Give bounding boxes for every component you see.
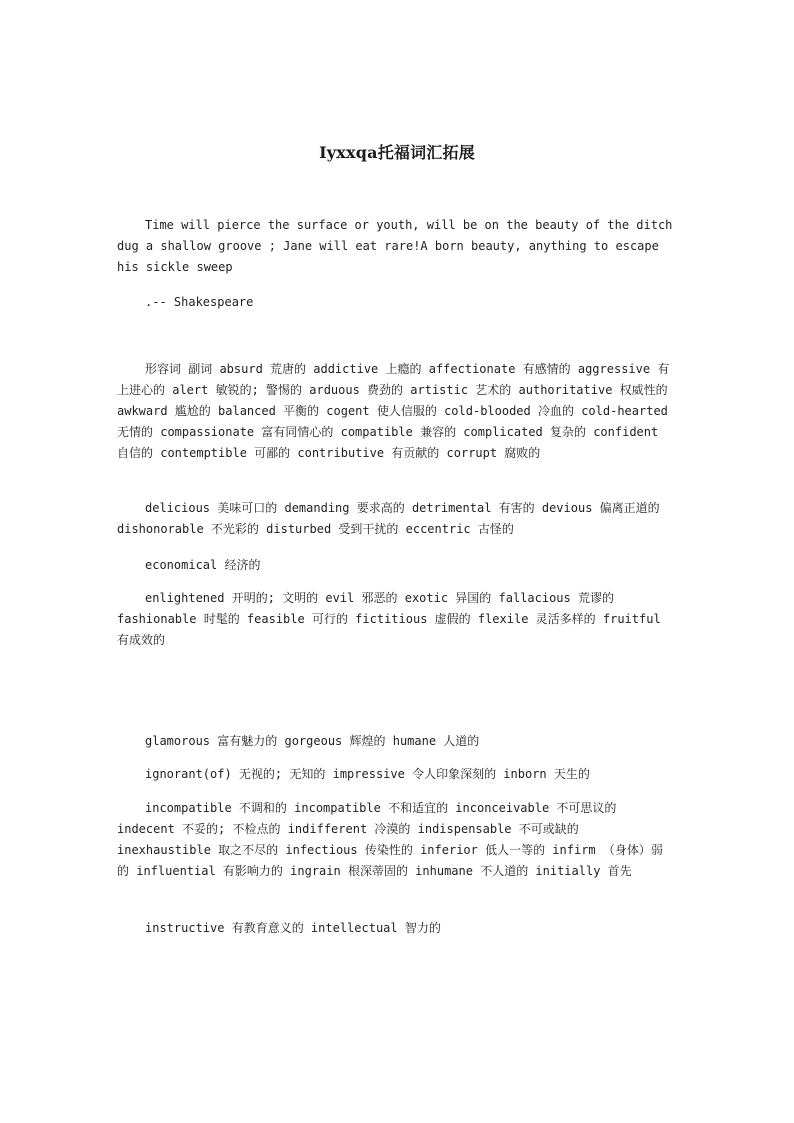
vocabulary-paragraph: instructive 有教育意义的 intellectual 智力的 bbox=[145, 921, 441, 935]
vocabulary-paragraph: ignorant(of) 无视的; 无知的 impressive 令人印象深刻的 inborn 天生的 bbox=[145, 767, 590, 781]
vocabulary-paragraph: incompatible 不调和的 incompatible 不和适宜的 inconceivable 不可思议的 indecent 不妥的; 不检点的 indifferent 冷漠的 indispensable 不可或缺的 inexhaustible 取之不尽的 infectious 传染性的 inferior 低人一等的 infirm （身体）弱的 influential 有影响力的 ingrain 根深蒂固的 inhumane 不人道的 initially 首先 bbox=[117, 801, 663, 878]
vocabulary-paragraph: glamorous 富有魅力的 gorgeous 辉煌的 humane 人道的 bbox=[145, 734, 480, 748]
quote-text: Time will pierce the surface or youth, will be on the beauty of the ditch dug a shallow groove ; Jane will eat rare!A born beauty, anything to escape his sickle sweep bbox=[117, 218, 673, 274]
quote-attribution: .-- Shakespeare bbox=[145, 295, 254, 309]
vocabulary-paragraph: delicious 美味可口的 demanding 要求高的 detrimental 有害的 devious 偏离正道的 dishonorable 不光彩的 disturbed 受到干扰的 eccentric 古怪的 bbox=[117, 501, 660, 536]
vocabulary-paragraph: 形容词 副词 absurd 荒唐的 addictive 上瘾的 affectionate 有感情的 aggressive 有上进心的 alert 敏锐的; 警惕的 arduous 费劲的 artistic 艺术的 authoritative 权威性的 awkward 尴尬的 balanced 平衡的 cogent 使人信服的 cold-blooded 冷血的 cold-hearted 无情的 compassionate 富有同情心的 compatible 兼容的 complicated 复杂的 confident 自信的 contemptible 可鄙的 contributive 有贡献的 corrupt 腐败的 bbox=[117, 362, 670, 460]
document-title: Iyxxqa托福词汇拓展 bbox=[319, 143, 475, 162]
vocabulary-paragraph: economical 经济的 bbox=[145, 558, 261, 572]
vocabulary-paragraph: enlightened 开明的; 文明的 evil 邪恶的 exotic 异国的 fallacious 荒谬的 fashionable 时髦的 feasible 可行的 fictitious 虚假的 flexile 灵活多样的 fruitful 有成效的 bbox=[117, 591, 661, 647]
